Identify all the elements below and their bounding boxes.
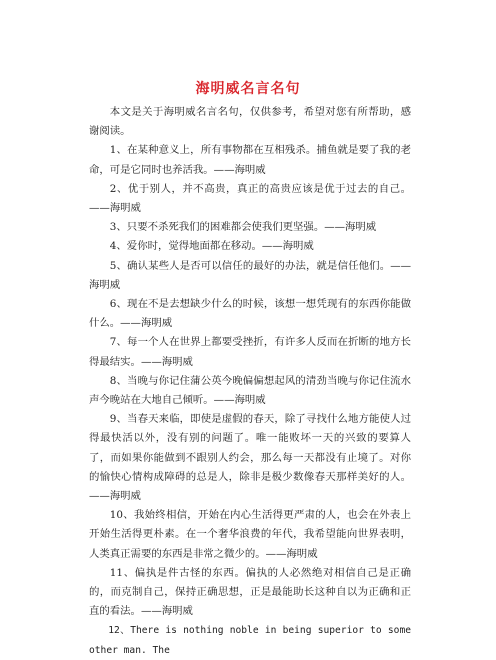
quote-paragraph: 3、只要不杀死我们的困难都会使我们更坚强。——海明威 [109, 221, 377, 234]
quote-paragraph: 7、每一个人在世界上都要受挫折，有许多人反而在折断的地方长得最结实。——海明威 [89, 336, 411, 368]
quote-paragraph: 2、优于别人，并不高贵，真正的高贵应该是优于过去的自己。——海明威 [89, 182, 411, 215]
document-title: 海明威名言名句 [195, 81, 301, 97]
quote-paragraph: 9、当春天来临，即使是虚假的春天，除了寻找什么地方能使人过得最快活以外，没有别的问题了。唯一能败坏一天的兴致的要算人了，而如果你能做到不跟别人约会，那么每一天都没有止境了。对你的愉快心情构成障碍的总是人，除非是极少数像春天那样美好的人。——海明威 [89, 413, 411, 503]
quote-paragraph: 12、There is nothing noble in being superior to some other man. The [89, 625, 411, 656]
intro-paragraph: 本文是关于海明威名言名句，仅供参考，希望对您有所帮助，感谢阅读。 [89, 106, 411, 138]
quote-paragraph: 11、偏执是件古怪的东西。偏执的人必然绝对相信自己是正确的，而克制自己，保持正确思想，正是最能助长这种自以为正确和正直的看法。——海明威 [89, 566, 411, 618]
quote-paragraph: 4、爱你时，觉得地面都在移动。——海明威 [109, 240, 314, 253]
quote-paragraph: 10、我始终相信，开始在内心生活得更严肃的人，也会在外表上开始生活得更朴素。在一个奢华浪费的年代，我希望能向世界表明，人类真正需要的东西是非常之微少的。——海明威 [89, 509, 411, 560]
quote-paragraph: 6、现在不是去想缺少什么的时候，该想一想凭现有的东西你能做什么。——海明威 [89, 298, 411, 330]
quote-paragraph: 5、确认某些人是否可以信任的最好的办法，就是信任他们。——海明威 [89, 259, 411, 291]
document-body [89, 103, 411, 660]
quote-paragraph: 1、在某种意义上，所有事物都在互相残杀。捕鱼就是要了我的老命，可是它同时也养活我。——海明威 [89, 144, 411, 176]
quote-paragraph: 8、当晚与你记住蒲公英今晚偏偏想起风的清劲当晚与你记住流水声今晚站在大地自己倾听。——海明威 [89, 374, 411, 407]
